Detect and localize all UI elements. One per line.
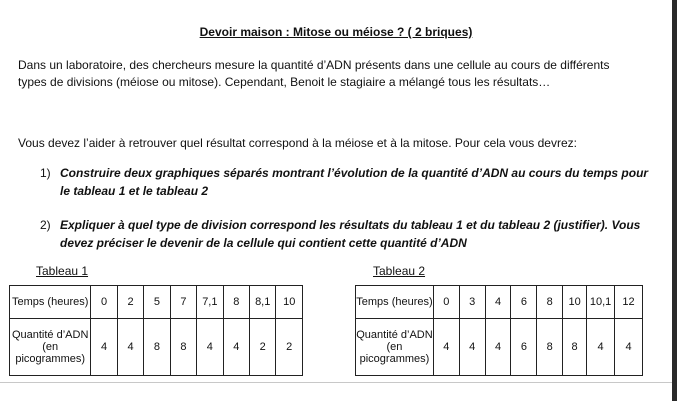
item-text: Expliquer à quel type de division correspond les résultats du tableau 1 et du tableau 2 (justifier). Vous devez préciser le devenir de la cellule qui contient cette quantité d’ADN — [60, 218, 641, 250]
time-cell: 8,1 — [250, 286, 276, 319]
time-header: Temps (heures) — [356, 286, 434, 319]
time-cell: 6 — [511, 286, 537, 319]
quantity-cell: 8 — [144, 319, 170, 376]
time-cell: 7 — [170, 286, 196, 319]
item-number: 2) — [40, 218, 51, 232]
table-2 — [355, 285, 643, 376]
quantity-cell: 8 — [170, 319, 196, 376]
time-cell: 2 — [117, 286, 143, 319]
item-text: Construire deux graphiques séparés montrant l’évolution de la quantité d’ADN au cours du temps pour le tableau 1 et le tableau 2 — [60, 166, 649, 198]
document-title: Devoir maison : Mitose ou méiose ? ( 2 briques) — [199, 25, 473, 39]
time-cell: 8 — [537, 286, 563, 319]
quantity-cell: 8 — [537, 319, 563, 376]
quantity-header: Quantité d’ADN (en picogrammes) — [10, 319, 91, 376]
quantity-cell: 4 — [223, 319, 249, 376]
quantity-cell: 4 — [485, 319, 511, 376]
time-cell: 0 — [433, 286, 459, 319]
time-row — [10, 286, 303, 319]
time-cell: 8 — [223, 286, 249, 319]
item-number: 1) — [40, 166, 51, 180]
time-cell: 3 — [459, 286, 485, 319]
time-cell: 12 — [615, 286, 643, 319]
right-border — [672, 0, 677, 401]
time-cell: 10 — [276, 286, 303, 319]
instruction-item-1 — [40, 164, 650, 200]
quantity-cell: 4 — [197, 319, 223, 376]
table-2-label: Tableau 2 — [373, 264, 426, 278]
table-1 — [9, 285, 303, 376]
quantity-row — [10, 319, 303, 376]
time-cell: 7,1 — [197, 286, 223, 319]
quantity-cell: 4 — [433, 319, 459, 376]
time-cell: 4 — [485, 286, 511, 319]
quantity-cell: 8 — [563, 319, 587, 376]
time-cell: 0 — [91, 286, 117, 319]
quantity-cell: 4 — [587, 319, 615, 376]
quantity-cell: 4 — [459, 319, 485, 376]
page-bottom-line — [0, 382, 672, 383]
task-paragraph: Vous devez l’aider à retrouver quel résultat correspond à la méiose et à la mitose. Pour cela vous devrez: — [18, 136, 577, 150]
quantity-cell: 4 — [117, 319, 143, 376]
time-cell: 10,1 — [587, 286, 615, 319]
quantity-cell: 2 — [250, 319, 276, 376]
intro-paragraph: Dans un laboratoire, des chercheurs mesure la quantité d’ADN présents dans une cellule au cours de différents types de divisions (méiose ou mitose). Cependant, Benoit le stagiaire a mélangé tous les résultats… — [18, 58, 610, 89]
quantity-cell: 4 — [91, 319, 117, 376]
time-row — [356, 286, 643, 319]
table-1-label: Tableau 1 — [36, 264, 89, 278]
quantity-header: Quantité d’ADN (en picogrammes) — [356, 319, 434, 376]
quantity-row — [356, 319, 643, 376]
quantity-cell: 6 — [511, 319, 537, 376]
quantity-cell: 2 — [276, 319, 303, 376]
instruction-item-2 — [40, 216, 650, 252]
time-header: Temps (heures) — [10, 286, 91, 319]
time-cell: 5 — [144, 286, 170, 319]
quantity-cell: 4 — [615, 319, 643, 376]
time-cell: 10 — [563, 286, 587, 319]
